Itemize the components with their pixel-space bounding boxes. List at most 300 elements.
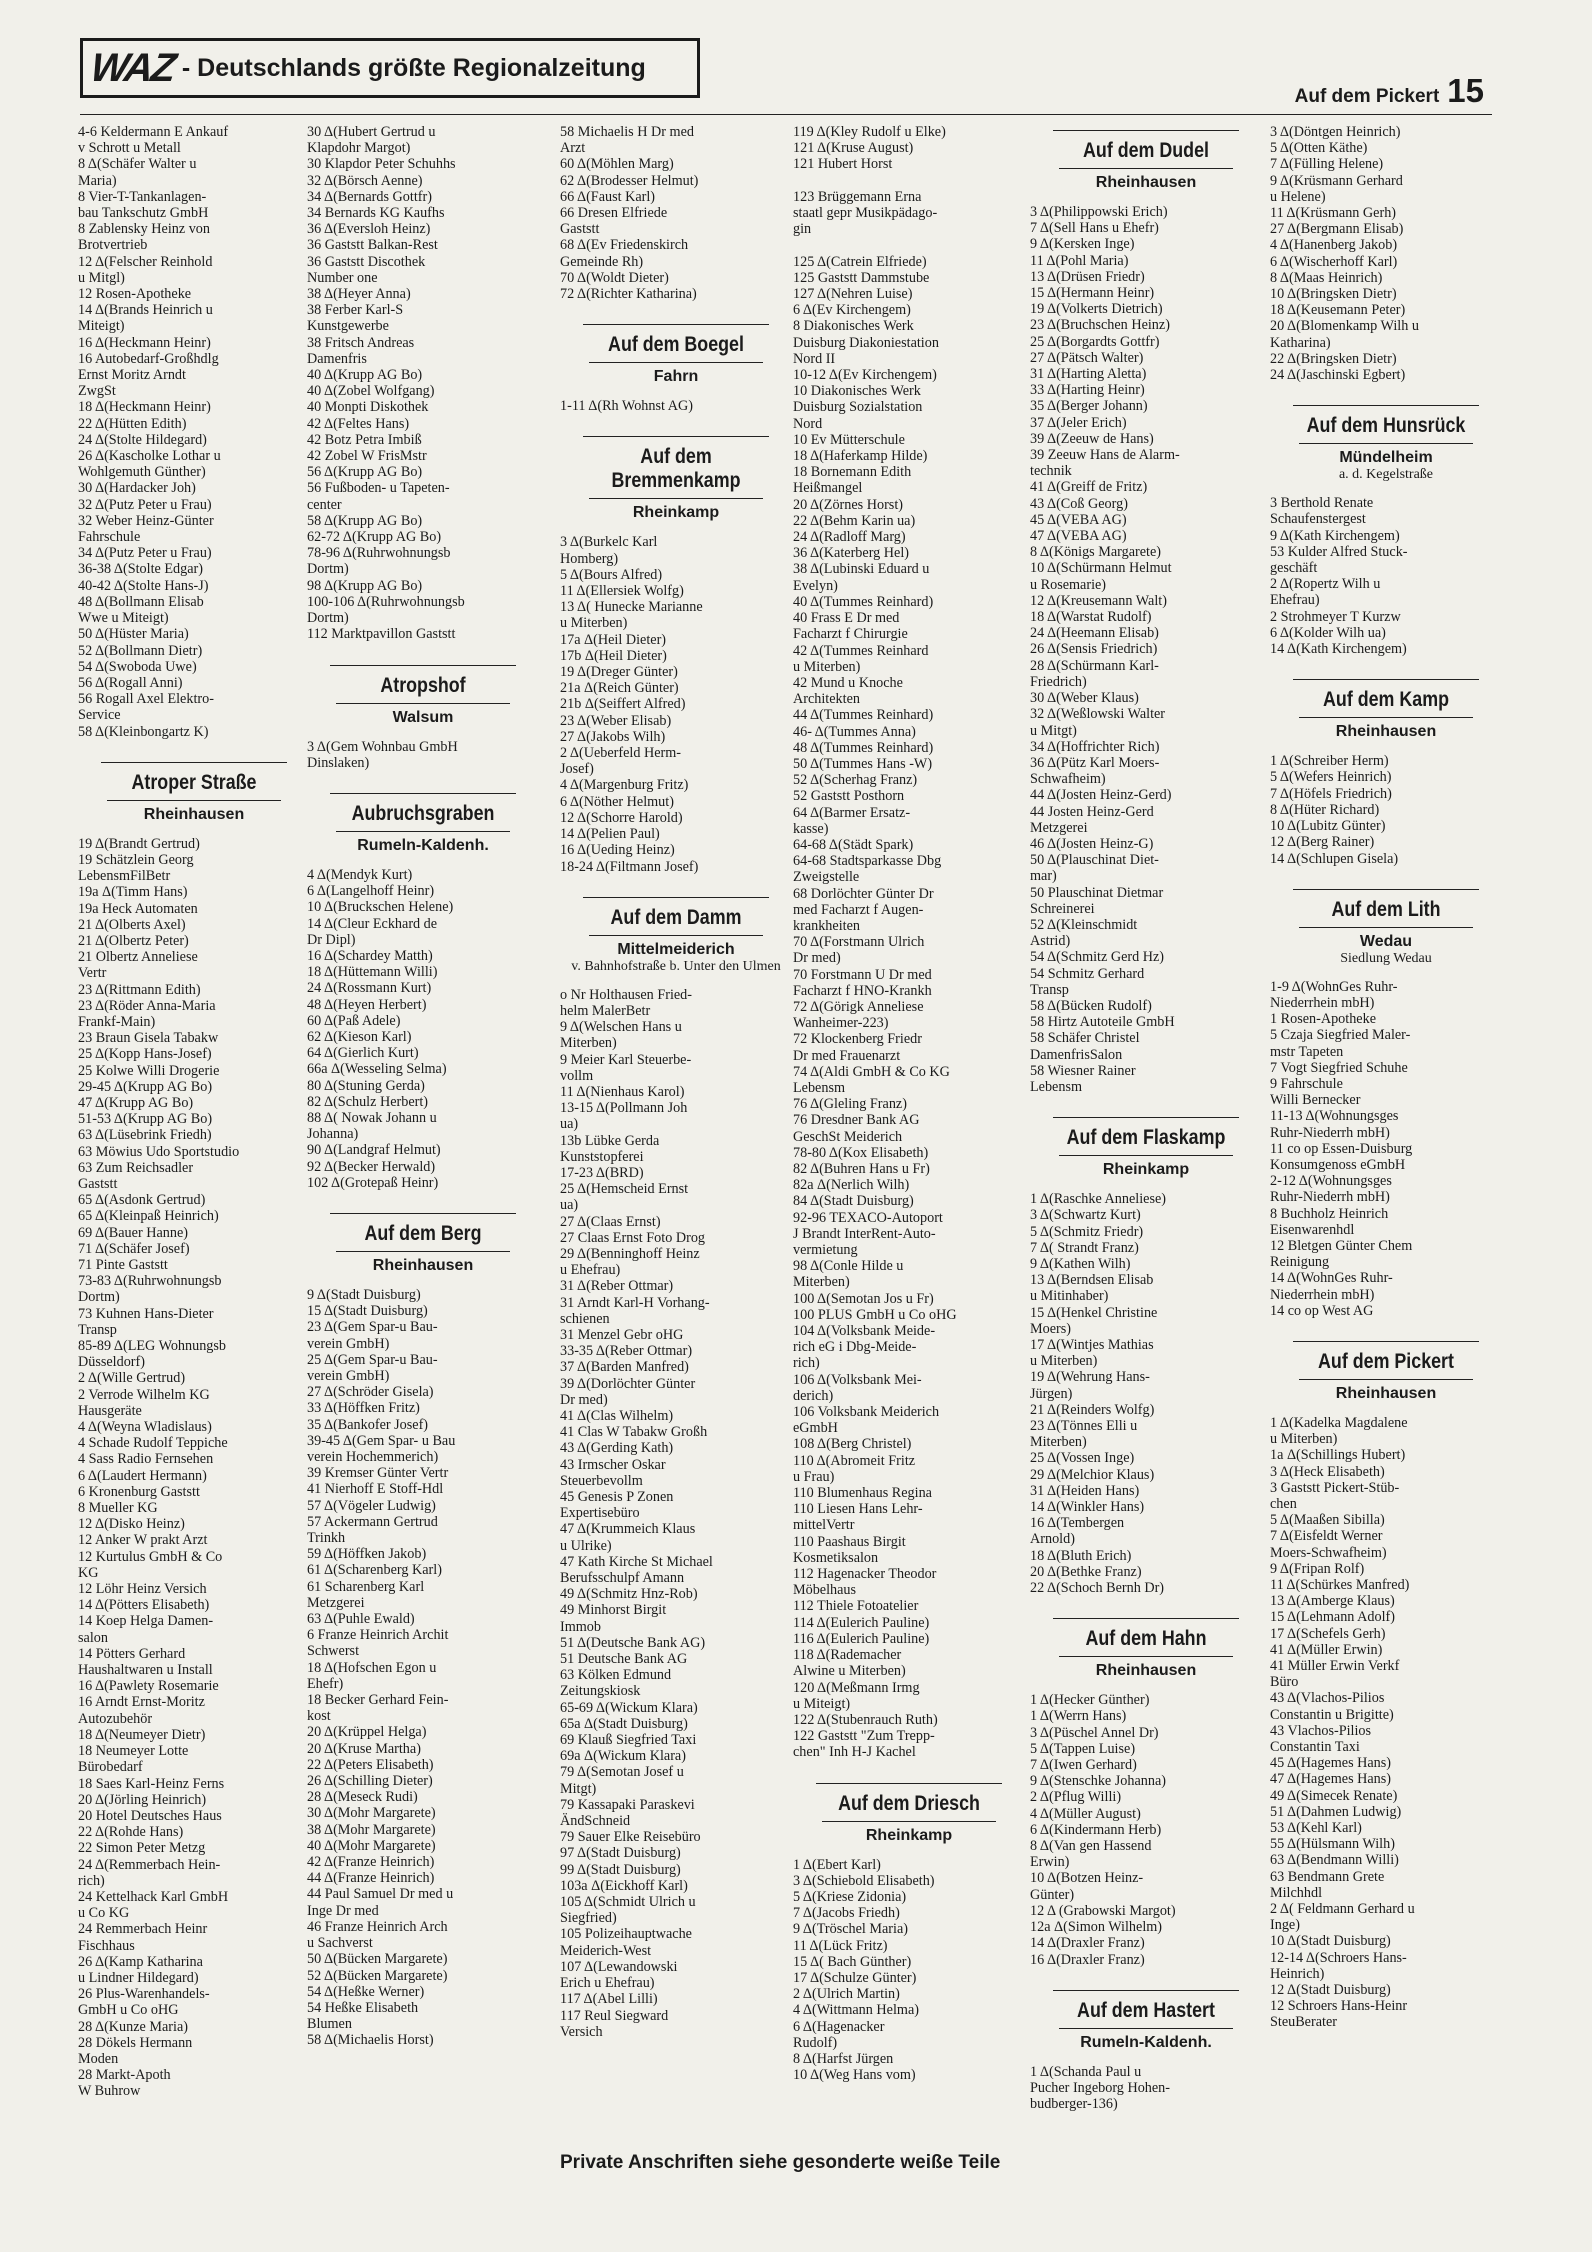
address-entry: 2 Δ(Ulrich Martin) (793, 1986, 900, 2003)
section-rule (816, 1783, 1002, 1784)
address-entry: 9 Δ(Tröschel Maria) (793, 1921, 908, 1938)
address-entry: Miteigt) (78, 318, 125, 335)
street-section-header (1030, 130, 1262, 196)
address-entry: Astrid) (1030, 933, 1071, 950)
address-entry: Maria) (78, 172, 117, 189)
address-entry: Zweigstelle (793, 869, 860, 886)
address-entry: 10 Δ(Botzen Heinz- (1030, 1870, 1144, 1887)
address-entry: 31 Δ(Heiden Hans) (1030, 1482, 1140, 1499)
address-entry: 21 Δ(Olberts Axel) (78, 916, 186, 933)
column-3 (560, 124, 792, 2040)
address-entry: 54 Δ(Schmitz Gerd Hz) (1030, 949, 1165, 966)
page-header (1295, 72, 1484, 110)
address-entry: 7 Δ(Jacobs Friedh) (793, 1905, 900, 1922)
address-entry: 36 Gaststt Discothek (307, 253, 426, 270)
address-entry: Nord (793, 415, 823, 432)
address-entry: vollm (560, 1067, 594, 1084)
address-entry: 68 Δ(Ev Friedenskirch (560, 237, 689, 254)
address-entry: Service (78, 707, 121, 724)
district-name: Rumeln-Kaldenh. (1080, 2033, 1212, 2051)
address-entry: Fischhaus (78, 1937, 135, 1954)
address-entry: 119 Δ(Kley Rudolf u Elke) (793, 124, 946, 140)
address-entry: 10 Ev Mütterschule (793, 431, 905, 448)
street-section-header (1270, 1341, 1502, 1407)
address-entry: 3 Δ(Püschel Annel Dr) (1030, 1724, 1159, 1741)
address-entry: Jürgen) (1030, 1385, 1073, 1402)
address-entry: Ruhr-Niederrh mbH) (1270, 1189, 1390, 1206)
address-entry: 8 Δ(Schäfer Walter u (78, 156, 197, 173)
address-entry: 65 Δ(Asdonk Gertrud) (78, 1192, 206, 1209)
address-entry: 41 Clas W Tabakw Großh (560, 1424, 708, 1441)
address-entry: 37 Δ(Barden Manfred) (560, 1359, 689, 1376)
address-entry: Düsseldorf) (78, 1354, 145, 1371)
address-entry: 47 Δ(Krupp AG Bo) (78, 1094, 194, 1111)
address-entry: Dr med Frauenarzt (793, 1047, 901, 1064)
address-entry: Schwerst (307, 1643, 360, 1660)
address-entry: 52 Gaststt Posthorn (793, 788, 905, 805)
address-entry: 52 Δ(Kleinschmidt (1030, 916, 1138, 933)
address-entry: 70 Forstmann U Dr med (793, 966, 932, 983)
address-entry: 40 Δ(Mohr Margarete) (307, 1837, 436, 1854)
address-entry: 13-15 Δ(Pollmann Joh (560, 1100, 688, 1117)
address-entry: 56 Rogall Axel Elektro- (78, 691, 214, 708)
address-entry: GeschSt Meiderich (793, 1128, 903, 1145)
street-name: Auf dem Bremmenkamp (611, 445, 741, 493)
address-entry: gin (793, 221, 812, 238)
address-entry: 18 Becker Gerhard Fein- (307, 1692, 449, 1709)
address-entry: 4 Δ(Müller August) (1030, 1805, 1141, 1822)
address-entry: verein Hochemmerich) (307, 1449, 439, 1465)
address-entry: 14 Δ(Kath Kirchengem) (1270, 641, 1407, 658)
address-entry: 2 Δ(Wille Gertrud) (78, 1370, 186, 1387)
address-entry: 1 Δ(Schanda Paul u (1030, 2063, 1142, 2080)
address-entry: ÄndSchneid (560, 1813, 631, 1830)
address-entry: Wwe u Miteigt) (78, 610, 169, 627)
street-section-header (78, 762, 310, 828)
address-entry: Metzgerei (1030, 819, 1088, 836)
address-entry: 2 Strohmeyer T Kurzw (1270, 608, 1401, 625)
address-entry: 102 Δ(Grotepaß Heinr) (307, 1174, 439, 1191)
address-entry: 41 Δ(Clas Wilhelm) (560, 1407, 674, 1424)
address-entry: 71 Δ(Schäfer Josef) (78, 1240, 190, 1257)
address-entry: 8 Buchholz Heinrich (1270, 1205, 1389, 1222)
address-entry: Klapdohr Margot) (307, 140, 411, 157)
address-entry: 20 Δ(Bethke Franz) (1030, 1563, 1142, 1580)
address-entry: Berufsschulpf Amann (560, 1570, 685, 1587)
address-entry: 42 Mund u Knoche (793, 674, 903, 691)
address-entry: Arnold) (1030, 1531, 1075, 1548)
address-entry: u Frau) (793, 1468, 835, 1485)
section-rule (1059, 1656, 1233, 1657)
address-entry: 2 Δ(Ropertz Wilh u (1270, 576, 1381, 593)
street-name: Auf dem Hahn (1085, 1627, 1207, 1651)
address-entry: 51 Δ(Deutsche Bank AG) (560, 1634, 706, 1651)
district-name: Rheinhausen (372, 1256, 474, 1274)
street-name: Auf dem Hastert (1077, 1998, 1215, 2022)
address-entry: u Mitinhaber) (1030, 1288, 1109, 1305)
address-entry: 4 Δ(Wittmann Helma) (793, 2002, 919, 2019)
address-entry: 1 Rosen-Apotheke (1270, 1011, 1376, 1028)
address-entry: 38 Δ(Lubinski Eduard u (793, 561, 930, 578)
address-entry: 30 Δ(Hardacker Joh) (78, 480, 196, 497)
address-entry: Immob (560, 1618, 601, 1635)
address-entry: 70 Δ(Woldt Dieter) (560, 269, 669, 286)
address-entry: 127 Δ(Nehren Luise) (793, 286, 913, 303)
address-entry: 10 Δ(Weg Hans vom) (793, 2067, 916, 2084)
column-4 (793, 124, 1025, 2083)
address-entry: 69a Δ(Wickum Klara) (560, 1748, 686, 1765)
street-section-header (307, 793, 539, 859)
address-entry: 11 Δ(Nienhaus Karol) (560, 1083, 685, 1100)
address-entry: 7 Δ(Höfels Friedrich) (1270, 785, 1392, 802)
address-entry: 45 Δ(Hagemes Hans) (1270, 1755, 1392, 1772)
address-entry: verein GmbH) (307, 1367, 390, 1384)
address-entry: 47 Δ(VEBA AG) (1030, 528, 1127, 545)
address-entry: u Rosemarie) (1030, 576, 1107, 593)
address-entry: u Miteigt) (793, 1695, 851, 1712)
address-entry: 82 Δ(Buhren Hans u Fr) (793, 1161, 930, 1177)
address-entry: 1-11 Δ(Rh Wohnst AG) (560, 398, 693, 415)
address-entry: 24 Δ(Jaschinski Egbert) (1270, 367, 1406, 384)
address-entry: 44 Δ(Franze Heinrich) (307, 1870, 435, 1887)
address-entry: 32 Δ(Putz Peter u Frau) (78, 496, 212, 513)
section-rule (330, 665, 516, 666)
address-entry: 24 Δ(Radloff Marg) (793, 529, 906, 546)
address-entry: 9 Δ(Kathen Wilh) (1030, 1255, 1131, 1272)
address-entry: 5 Δ(Bours Alfred) (560, 566, 663, 583)
address-entry: 49 Δ(Simecek Renate) (1270, 1787, 1398, 1804)
address-entry: u Miterben) (1030, 1353, 1098, 1370)
address-entry: 63 Möwius Udo Sportstudio (78, 1143, 240, 1160)
address-entry: Möbelhaus (793, 1582, 857, 1599)
address-entry: 92-96 TEXACO-Autoport (793, 1209, 943, 1226)
address-entry: 23 Δ(Rittmann Edith) (78, 981, 201, 998)
address-entry: 52 Δ(Bücken Margarete) (307, 1967, 448, 1984)
address-entry: 3 Δ(Döntgen Heinrich) (1270, 124, 1401, 140)
address-entry: 30 Δ(Mohr Margarete) (307, 1805, 436, 1822)
address-entry: med Facharzt f Augen- (793, 901, 924, 918)
section-rule (589, 362, 763, 363)
address-entry: 7 Δ(Fülling Helene) (1270, 156, 1384, 173)
address-entry: budberger-136) (1030, 2096, 1118, 2113)
address-entry: u Helene) (1270, 188, 1326, 205)
address-entry: 54 Heßke Elisabeth (307, 1999, 419, 2016)
address-entry: 2 Δ(Ueberfeld Herm- (560, 745, 681, 762)
section-rule (336, 831, 510, 832)
address-entry: 51 Deutsche Bank AG (560, 1651, 688, 1668)
district-name: Rheinkamp (865, 1826, 953, 1844)
address-entry: 112 Marktpavillon Gaststt (307, 626, 456, 643)
address-entry: Versich (560, 2023, 603, 2040)
column-1 (78, 124, 310, 2100)
address-entry: Homberg) (560, 550, 619, 567)
address-entry: kost (307, 1708, 331, 1725)
address-entry: 19 Δ(Brandt Gertrud) (78, 835, 200, 852)
address-entry: 23 Δ(Weber Elisab) (560, 712, 672, 729)
address-entry: u Ehefrau) (560, 1262, 621, 1279)
address-entry: Heißmangel (793, 480, 863, 497)
footer-note: Private Anschriften siehe gesonderte weiße Teile (560, 2152, 1001, 2173)
address-entry: 5 Czaja Siegfried Maler- (1270, 1027, 1411, 1044)
address-entry: 120 Δ(Meßmann Irmg (793, 1679, 920, 1696)
address-entry: ua) (560, 1116, 579, 1133)
address-entry: 39 Δ(Zeeuw de Hans) (1030, 430, 1154, 447)
address-entry: 70 Δ(Forstmann Ulrich (793, 934, 925, 951)
address-entry: 36 Δ(Eversloh Heinz) (307, 221, 431, 238)
address-entry: 57 Δ(Vögeler Ludwig) (307, 1497, 436, 1514)
address-entry: 31 Δ(Harting Aletta) (1030, 366, 1147, 383)
address-entry: 12 Bletgen Günter Chem (1270, 1237, 1413, 1254)
address-entry: 10 Δ(Bruckschen Helene) (307, 899, 454, 916)
address-entry: 78-80 Δ(Kox Elisabeth) (793, 1144, 929, 1161)
section-rule (1059, 168, 1233, 169)
address-entry: 22 Δ(Schoch Bernh Dr) (1030, 1580, 1165, 1597)
district-name: Rheinhausen (1335, 1384, 1437, 1402)
address-entry: 9 Δ(Stenschke Johanna) (1030, 1773, 1166, 1790)
address-entry: 73 Kuhnen Hans-Dieter (78, 1305, 214, 1322)
address-entry: 35 Δ(Bankofer Josef) (307, 1416, 429, 1433)
address-entry: Hausgeräte (78, 1402, 142, 1419)
street-name: Auf dem Boegel (608, 333, 744, 357)
address-entry: u Mitgl) (78, 269, 125, 286)
address-entry: 3 Δ(Schiebold Elisabeth) (793, 1872, 935, 1889)
address-entry: 8 Mueller KG (78, 1500, 158, 1517)
address-entry: 8 Vier-T-Tankanlagen- (78, 188, 207, 205)
address-entry: 28 Markt-Apoth (78, 2067, 171, 2084)
address-entry: 10 Δ(Stadt Duisburg) (1270, 1933, 1391, 1950)
address-entry: 42 Botz Petra Imbiß (307, 431, 422, 448)
address-entry: 18 Saes Karl-Heinz Ferns (78, 1775, 225, 1792)
address-entry: 26 Δ(Schilling Dieter) (307, 1773, 433, 1790)
address-entry: 2-12 Δ(Wohnungsges (1270, 1173, 1392, 1190)
address-entry: 37 Δ(Jeler Erich) (1030, 414, 1127, 431)
address-entry: Lebensm (1030, 1078, 1083, 1095)
address-entry: 47 Δ(Hagemes Hans) (1270, 1771, 1392, 1788)
address-entry: 20 Hotel Deutsches Haus (78, 1807, 222, 1824)
address-entry: 21 Olbertz Anneliese (78, 949, 198, 966)
address-entry: LebensmFilBetr (78, 868, 171, 885)
address-entry: 32 Δ(Weßlowski Walter (1030, 706, 1166, 723)
address-entry: 5 Δ(Schmitz Friedr) (1030, 1223, 1144, 1240)
address-entry: 14 Δ(Draxler Franz) (1030, 1935, 1145, 1952)
street-section-header (1270, 679, 1502, 745)
address-entry: 13 Δ( Hunecke Marianne (560, 599, 703, 616)
address-entry: 10-12 Δ(Ev Kirchengem) (793, 367, 937, 384)
address-entry: 5 Δ(Tappen Luise) (1030, 1740, 1136, 1757)
address-entry: 18 Δ(Hofschen Egon u (307, 1659, 437, 1676)
address-entry: 52 Δ(Bollmann Dietr) (78, 642, 203, 659)
address-entry: Brotvertrieb (78, 237, 148, 254)
address-entry: 58 Hirtz Autoteile GmbH (1030, 1014, 1175, 1031)
address-entry: 98 Δ(Krupp AG Bo) (307, 577, 423, 594)
section-rule (1299, 1379, 1473, 1380)
address-entry: 24 Remmerbach Heinr (78, 1921, 208, 1938)
address-entry: 6 Δ(Nöther Helmut) (560, 793, 674, 810)
section-rule (336, 1251, 510, 1252)
address-entry: Steuerbevollm (560, 1472, 643, 1489)
address-entry: u Sachverst (307, 1935, 373, 1952)
address-entry: mar) (1030, 868, 1057, 885)
address-entry: Miterben) (560, 1035, 617, 1052)
address-entry: 50 Δ(Bücken Margarete) (307, 1951, 448, 1968)
address-entry: Dinslaken) (307, 754, 370, 771)
address-entry: 29 Δ(Benninghoff Heinz (560, 1245, 700, 1262)
address-entry: 108 Δ(Berg Christel) (793, 1436, 912, 1453)
address-entry: 26 Δ(Sensis Friedrich) (1030, 641, 1158, 658)
address-entry: 51-53 Δ(Krupp AG Bo) (78, 1111, 213, 1128)
address-entry: 44 Josten Heinz-Gerd (1030, 803, 1154, 820)
street-note: Siedlung Wedau (1340, 950, 1432, 966)
address-entry: 41 Δ(Müller Erwin) (1270, 1641, 1383, 1658)
address-entry: 33 Δ(Harting Heinr) (1030, 382, 1145, 399)
address-entry: 21a Δ(Reich Günter) (560, 680, 679, 697)
address-entry: 23 Δ(Röder Anna-Maria (78, 997, 216, 1014)
address-entry: 9 Δ(Krüsmann Gerhard (1270, 172, 1403, 189)
address-entry: 8 Zablensky Heinz von (78, 221, 210, 238)
address-entry: 103a Δ(Eickhoff Karl) (560, 1877, 688, 1894)
masthead (80, 38, 700, 98)
address-entry: mstr Tapeten (1270, 1043, 1344, 1060)
address-entry: 1 Δ(Kadelka Magdalene (1270, 1414, 1408, 1431)
address-entry: KG (78, 1564, 99, 1581)
address-entry: 24 Kettelhack Karl GmbH (78, 1888, 229, 1905)
address-entry: 10 Δ(Schürmann Helmut (1030, 560, 1172, 577)
address-entry: 23 Δ(Bruchschen Heinz) (1030, 317, 1170, 334)
address-entry: 18 Δ(Neumeyer Dietr) (78, 1726, 206, 1743)
address-entry: 28 Δ(Meseck Rudi) (307, 1789, 418, 1806)
address-entry: Zeitungskiosk (560, 1683, 641, 1700)
address-entry: 41 Müller Erwin Verkf (1270, 1658, 1400, 1675)
address-entry: 38 Δ(Mohr Margarete) (307, 1821, 436, 1838)
street-name: Auf dem Driesch (838, 1791, 980, 1815)
section-rule (1053, 130, 1239, 131)
address-entry: Frankf-Main) (78, 1013, 156, 1030)
address-entry: 106 Volksbank Meiderich (793, 1404, 940, 1421)
address-entry: J Brandt InterRent-Auto- (793, 1225, 936, 1242)
address-entry: 4-6 Keldermann E Ankauf (78, 124, 229, 140)
address-entry: 7 Vogt Siegfried Schuhe (1270, 1059, 1408, 1076)
address-entry: 43 Δ(Gerding Kath) (560, 1440, 674, 1457)
address-entry: 58 Michaelis H Dr med (560, 124, 694, 140)
address-entry: chen" Inh H-J Kachel (793, 1744, 916, 1761)
address-entry: 11 co op Essen-Duisburg (1270, 1140, 1413, 1157)
column-2 (307, 124, 539, 2049)
address-entry: 38 Fritsch Andreas (307, 334, 415, 351)
address-entry: Miterben) (793, 1274, 850, 1291)
street-name: Atropshof (380, 673, 466, 697)
address-entry: 12 Δ(Stadt Duisburg) (1270, 1982, 1391, 1999)
district-name: Rheinhausen (1095, 1662, 1197, 1680)
address-entry: 11 Δ(Schürkes Manfred) (1270, 1577, 1410, 1593)
address-entry: 26 Plus-Warenhandels- (78, 1986, 210, 2003)
address-entry: 4 Δ(Mendyk Kurt) (307, 866, 413, 883)
address-entry: Ehefr) (307, 1675, 344, 1692)
address-entry (793, 237, 1025, 253)
address-entry: 11 Δ(Ellersiek Wolfg) (560, 583, 684, 600)
address-entry: 18 Δ(Keusemann Peter) (1270, 302, 1406, 319)
address-entry: Alwine u Miterben) (793, 1663, 906, 1680)
address-entry: 79 Δ(Semotan Josef u (560, 1764, 684, 1781)
district-name: Rheinkamp (632, 504, 720, 522)
address-entry: 74 Δ(Aldi GmbH & Co KG (793, 1063, 950, 1080)
address-entry: 25 Δ(Gem Spar-u Bau- (307, 1351, 438, 1368)
address-entry: 12 Δ(Berg Rainer) (1270, 834, 1375, 851)
address-entry: Ehefrau) (1270, 592, 1320, 609)
district-name: Rumeln-Kaldenh. (357, 836, 489, 854)
street-section-header (1030, 1117, 1262, 1183)
address-entry: 56 Fußboden- u Tapeten- (307, 480, 450, 497)
address-entry: 12 Δ (Grabowski Margot) (1030, 1902, 1176, 1919)
address-entry: 16 Δ(Heckmann Heinr) (78, 334, 211, 351)
address-entry: 65a Δ(Stadt Duisburg) (560, 1715, 688, 1732)
address-entry: 4 Sass Radio Fernsehen (78, 1451, 214, 1468)
address-entry: 2 Δ( Feldmann Gerhard u (1270, 1901, 1415, 1918)
address-entry: 40 Δ(Zobel Wolfgang) (307, 383, 435, 400)
address-entry: ZwgSt (78, 383, 116, 400)
address-entry: 100-106 Δ(Ruhrwohnungsb (307, 593, 465, 610)
address-entry: chen (1270, 1495, 1297, 1512)
address-entry: 26 Δ(Kamp Katharina (78, 1953, 203, 1970)
address-entry: 78-96 Δ(Ruhrwohnungsb (307, 545, 451, 562)
address-entry: 4 Δ(Hanenberg Jakob) (1270, 237, 1398, 254)
address-entry: 97 Δ(Stadt Duisburg) (560, 1845, 681, 1862)
address-entry: 11 Δ(Pohl Maria) (1030, 252, 1129, 269)
address-entry: 12 Δ(Kreusemann Walt) (1030, 592, 1167, 609)
running-head-street: Auf dem Pickert (1294, 86, 1440, 107)
address-entry: 92 Δ(Becker Herwald) (307, 1158, 436, 1175)
address-entry: 36 Gaststt Balkan-Rest (307, 237, 438, 254)
address-entry: Milchhdl (1270, 1884, 1323, 1901)
address-entry: Inge) (1270, 1917, 1300, 1934)
address-entry: 32 Weber Heinz-Günter (78, 512, 214, 529)
column-5 (1030, 124, 1262, 2112)
address-entry: 66a Δ(Wesseling Selma) (307, 1061, 447, 1078)
address-entry: 15 Δ(Lehmann Adolf) (1270, 1609, 1395, 1626)
address-entry: 8 Δ(Hüter Richard) (1270, 801, 1380, 818)
address-entry: 27 Δ(Bergmann Elisab) (1270, 221, 1404, 238)
address-entry: 63 Bendmann Grete (1270, 1868, 1385, 1885)
address-entry: 17 Δ(Wintjes Mathias (1030, 1337, 1154, 1353)
address-entry: 53 Kulder Alfred Stuck- (1270, 543, 1408, 560)
address-entry: 56 Δ(Rogall Anni) (78, 674, 183, 691)
address-entry: 2 Δ(Pflug Willi) (1030, 1789, 1122, 1806)
address-entry: 14 Δ(Pötters Elisabeth) (78, 1597, 210, 1614)
address-entry: 105 Δ(Schmidt Ulrich u (560, 1894, 696, 1911)
address-entry: 51 Δ(Dahmen Ludwig) (1270, 1803, 1402, 1820)
address-entry: 46- Δ(Tummes Anna) (793, 723, 916, 740)
address-entry: v Schrott u Metall (78, 140, 181, 157)
address-entry: 19 Δ(Dreger Günter) (560, 664, 678, 681)
address-entry: 84 Δ(Stadt Duisburg) (793, 1193, 914, 1210)
address-entry: 7 Δ(Sell Hans u Ehefr) (1030, 220, 1159, 237)
address-entry: 24 Δ(Heemann Elisab) (1030, 625, 1159, 642)
address-entry: 48 Δ(Tummes Reinhard) (793, 739, 934, 756)
address-entry: 23 Braun Gisela Tabakw (78, 1030, 219, 1047)
address-entry: u Miterben) (1270, 1431, 1338, 1448)
address-entry: 60 Δ(Paß Adele) (307, 1012, 401, 1029)
address-entry: 10 Diakonisches Werk (793, 383, 921, 400)
address-entry: 98 Δ(Conle Hilde u (793, 1258, 904, 1275)
address-entry: Constantin Taxi (1270, 1739, 1360, 1756)
address-entry: 69 Klauß Siegfried Taxi (560, 1732, 697, 1749)
address-entry: 12 Rosen-Apotheke (78, 286, 192, 303)
address-entry: 66 Δ(Faust Karl) (560, 188, 656, 205)
address-entry: 17a Δ(Heil Dieter) (560, 631, 667, 648)
address-entry: 48 Δ(Heyen Herbert) (307, 996, 427, 1013)
address-entry: 64-68 Δ(Städt Spark) (793, 836, 914, 853)
address-entry: 50 Δ(Hüster Maria) (78, 626, 189, 643)
street-name: Auf dem Pickert (1318, 1349, 1454, 1373)
